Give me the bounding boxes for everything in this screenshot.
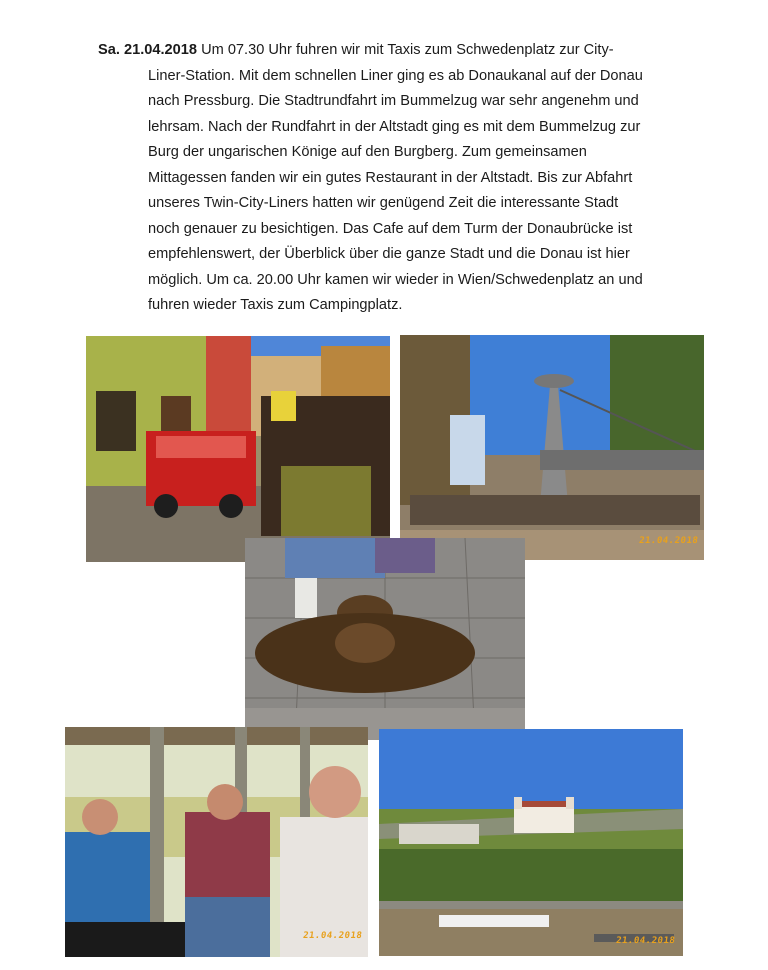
date-heading: Sa. 21.04.2018 (98, 42, 197, 58)
text-line-1: Sa. 21.04.2018 Um 07.30 Uhr fuhren wir mit Taxis zum Schwedenplatz zur City- (98, 42, 614, 58)
text-line-5: Burg der ungarischen Könige auf den Burgberg. Zum gemeinsamen (148, 144, 587, 160)
text-line-7: unseres Twin-City-Liners hatten wir genügend Zeit die interessante Stadt (148, 195, 619, 211)
photo-cafe-people (65, 727, 368, 957)
old-town-train-image (86, 336, 390, 562)
cumil-statue-image (245, 538, 525, 740)
photo-cumil-statue (245, 538, 525, 740)
date-stamp-bridge: 21.04.2018 (638, 536, 699, 546)
castle-danube-image (379, 729, 683, 956)
photo-castle-danube (379, 729, 683, 956)
date-stamp-cafe: 21.04.2018 (302, 931, 363, 941)
photo-old-town-train (86, 336, 390, 562)
cafe-people-image (65, 727, 368, 957)
text-line-6: Mittagessen fanden wir ein gutes Restaurant in der Altstadt. Bis zur Abfahrt (148, 169, 633, 186)
text-line-11: fuhren wieder Taxis zum Campingplatz. (148, 297, 403, 313)
journal-text (98, 38, 678, 319)
text-line-2: Liner-Station. Mit dem schnellen Liner ging es ab Donaukanal auf der Donau (148, 67, 643, 84)
text-line-8: noch genauer zu besichtigen. Das Cafe auf dem Turm der Donaubrücke ist (148, 220, 633, 237)
text-line-3: nach Pressburg. Die Stadtrundfahrt im Bummelzug war sehr angenehm und (148, 93, 639, 109)
photo-ufo-bridge (400, 335, 704, 560)
date-stamp-castle: 21.04.2018 (615, 936, 676, 946)
text-line-9: empfehlenswert, der Überblick über die ganze Stadt und die Donau ist hier (148, 246, 630, 262)
text-line-4: lehrsam. Nach der Rundfahrt in der Altstadt ging es mit dem Bummelzug zur (148, 118, 641, 135)
text-line-10: möglich. Um ca. 20.00 Uhr kamen wir wieder in Wien/Schwedenplatz an und (148, 271, 643, 288)
ufo-bridge-image (400, 335, 704, 560)
